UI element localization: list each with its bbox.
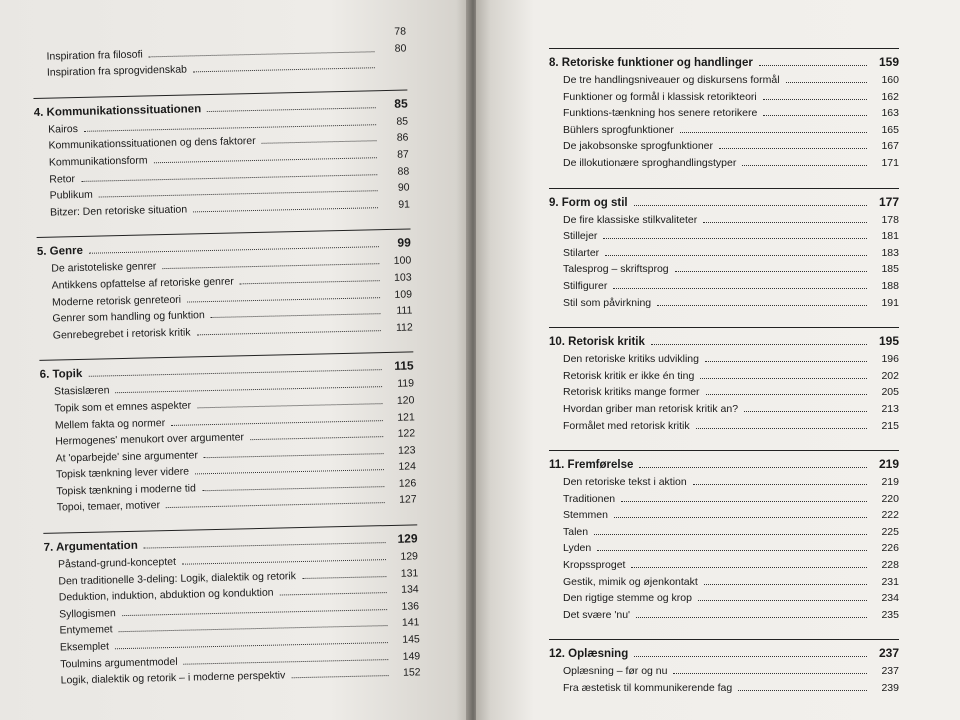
entry-page-number: 202 [881,369,899,382]
dot-leader [250,436,383,440]
entry-page-number: 88 [397,165,410,178]
dot-leader [144,542,386,548]
dot-leader [197,403,382,408]
entry-title: De fire klassiske stilkvaliteter [563,213,698,226]
entry-page-number: 86 [396,131,409,145]
entry-page-number: 235 [881,608,899,621]
entry-title: Stilarter [563,246,600,259]
dot-leader [634,205,867,206]
dot-leader [193,67,375,72]
dot-leader [187,297,380,302]
toc-entry[interactable] [549,370,899,387]
toc-entry[interactable] [549,91,899,108]
entry-page-number: 225 [881,525,899,538]
entry-title: Antikkens opfattelse af retoriske genrer [51,275,234,292]
toc-entry[interactable] [549,592,899,609]
dot-leader [149,51,375,57]
entry-title: Gestik, mimik og øjenkontakt [563,575,698,588]
toc-entry[interactable] [549,476,899,493]
entry-page-number: 215 [881,419,899,432]
entry-title: Talen [563,525,589,538]
dot-leader [89,247,379,255]
toc-chapter-heading[interactable] [549,334,899,353]
toc-entry[interactable] [549,609,899,626]
toc-entry[interactable] [549,542,899,559]
entry-title: Retorisk kritik er ikke én ting [563,369,695,382]
chapter-title: 7. Argumentation [43,539,138,554]
toc-entry[interactable] [549,576,899,593]
toc-section-s9 [549,188,899,314]
toc-entry[interactable] [549,263,899,280]
entry-title: Publikum [49,188,93,202]
entry-page-number: 127 [399,493,417,507]
entry-page-number: 219 [881,476,899,489]
toc-entry[interactable] [549,665,899,682]
toc-section-s11 [549,450,899,625]
entry-title: Talesprog – skriftsprog [563,263,669,276]
entry-page-number: 222 [881,509,899,522]
toc-chapter-heading[interactable] [549,195,899,214]
entry-title: Logik, dialektik og retorik – i moderne perspektiv [60,669,286,687]
dot-leader [673,673,867,674]
entry-page-number: 239 [881,682,899,695]
dot-leader [280,592,387,595]
entry-page-number: 165 [881,123,899,136]
toc-entry[interactable] [549,124,899,141]
entry-title: Kropssproget [563,559,626,572]
entry-title: Topisk tænkning lever videre [55,465,190,481]
chapter-page-number: 85 [394,96,408,111]
entry-title: Mellem fakta og normer [54,416,166,432]
entry-page-number: 226 [881,542,899,555]
dot-leader [703,222,867,223]
entry-title: Oplæsning – før og nu [563,665,668,678]
entry-title: Eksemplet [59,640,110,654]
chapter-page-number: 195 [878,334,899,349]
entry-title: De illokutionære sproghandlingstyper [563,156,737,169]
dot-leader [154,157,377,163]
toc-entry[interactable] [549,74,899,91]
dot-leader [207,107,376,112]
entry-page-number: 237 [881,665,899,678]
entry-page-number: 191 [881,296,899,309]
entry-title: Stil som påvirkning [563,296,652,309]
dot-leader [52,35,374,42]
entry-title: Traditionen [563,492,616,505]
dot-leader [195,469,384,474]
entry-page-number: 231 [881,575,899,588]
dot-leader [122,609,387,616]
entry-title: Påstand-grund-konceptet [57,555,177,571]
entry-page-number: 134 [401,583,419,597]
entry-page-number: 220 [881,492,899,505]
entry-title: Fra æstetisk til kommunikerende fag [563,682,733,695]
toc-entry[interactable] [549,420,899,437]
entry-title: Stasislæren [53,384,110,398]
dot-leader [706,394,867,395]
entry-page-number: 111 [396,304,413,317]
dot-leader [262,141,377,145]
entry-page-number: 145 [402,633,420,646]
chapter-title: 10. Retorisk kritik [549,336,645,349]
toc-section-s6 [39,352,417,519]
dot-leader [116,386,383,393]
entry-page-number: 136 [401,600,420,613]
entry-page-number: 80 [394,42,407,55]
dot-leader [705,361,867,362]
entry-page-number: 122 [397,427,416,440]
dot-leader [204,453,384,458]
chapter-title: 6. Topik [39,368,83,382]
toc-section-s12 [549,639,899,698]
entry-title: Retorisk kritiks mange former [563,386,700,399]
entry-page-number: 129 [400,550,419,563]
entry-title: Genrebegrebet i retorisk kritik [52,326,191,342]
chapter-title: 12. Oplæsning [549,648,629,661]
entry-page-number: 171 [881,156,899,169]
dot-leader [597,550,867,551]
entry-page-number: 87 [397,148,409,161]
entry-title: Topik som et emnes aspekter [54,399,192,415]
entry-page-number: 121 [397,410,415,424]
entry-page-number: 149 [402,649,421,663]
dot-leader [182,559,386,565]
chapter-page-number: 129 [397,531,418,546]
dot-leader [738,690,867,691]
toc-chapter-heading[interactable] [549,646,899,665]
dot-leader [719,148,867,149]
entry-page-number: 178 [881,213,899,226]
left-page [0,0,470,720]
entry-title: At 'oparbejde' sine argumenter [55,449,199,465]
entry-title: Topisk tænkning i moderne tid [56,482,196,498]
entry-title: Bühlers sprogfunktioner [563,123,674,136]
entry-page-number: 124 [398,460,417,474]
entry-title: Lyden [563,542,592,555]
toc-entry[interactable] [549,559,899,576]
toc-entry[interactable] [549,682,899,699]
toc-chapter-heading[interactable] [549,457,899,476]
dot-leader [603,238,867,239]
dot-leader [763,99,867,100]
toc-entry[interactable] [549,526,899,543]
entry-title: Genrer som handling og funktion [52,309,205,325]
dot-leader [81,174,377,182]
entry-title: Den traditionelle 3-deling: Logik, dialektik og retorik [58,569,297,588]
toc-right-column [549,48,899,699]
entry-title: Inspiration fra sprogvidenskab [46,63,188,79]
dot-leader [698,600,867,601]
entry-title: Funktioner og formål i klassisk retorikteori [563,90,757,103]
chapter-title: 11. Fremførelse [549,459,634,472]
toc-entry[interactable] [549,297,899,314]
toc-entry[interactable] [549,214,899,231]
dot-leader [786,82,867,83]
entry-page-number: 123 [397,444,416,457]
entry-page-number: 126 [398,477,417,490]
dot-leader [88,369,381,377]
entry-title: Den rigtige stemme og krop [563,592,692,605]
entry-page-number: 163 [881,107,899,120]
dot-leader [759,65,867,66]
entry-title: Den retoriske kritiks udvikling [563,353,699,366]
dot-leader [675,271,867,272]
dot-leader [744,411,867,412]
entry-title: Stillejer [563,230,598,243]
dot-leader [763,115,867,116]
toc-entry[interactable] [549,386,899,403]
entry-title: Det svære 'nu' [563,608,631,621]
entry-page-number: 91 [398,198,411,211]
entry-title: Hvordan griber man retorisk kritik an? [563,402,739,415]
entry-title: Kommunikationsform [48,154,148,169]
entry-title: Kommunikationssituationen og dens faktorer [48,135,256,153]
dot-leader [166,503,385,509]
entry-page-number: 85 [396,115,409,128]
entry-page-number: 162 [881,90,899,103]
chapter-page-number: 99 [397,235,411,251]
entry-page-number: 100 [393,254,412,268]
dot-leader [594,534,867,535]
toc-entry[interactable] [549,107,899,124]
entry-title: Stemmen [563,509,608,522]
entry-page-number: 78 [394,25,407,38]
dot-leader [184,659,389,665]
entry-title: Kairos [48,122,79,136]
chapter-page-number: 219 [878,457,899,472]
entry-page-number: 90 [397,181,410,194]
toc-entry[interactable] [549,157,899,174]
toc-entry[interactable] [549,509,899,526]
chapter-title: 4. Kommunikationssituationen [33,102,202,119]
entry-page-number: 112 [395,321,413,334]
toc-entry[interactable] [549,140,899,157]
dot-leader [291,675,388,678]
chapter-page-number: 177 [878,194,899,209]
toc-entry[interactable] [549,403,899,420]
chapter-title: 8. Retoriske funktioner og handlinger [549,57,753,69]
dot-leader [621,501,867,502]
dot-leader [202,486,384,491]
toc-entry[interactable] [549,493,899,510]
dot-leader [99,190,378,197]
dot-leader [302,576,386,579]
entry-page-number: 141 [401,616,420,630]
dot-leader [171,420,383,426]
entry-title: Stilfigurer [563,279,608,292]
right-page [476,0,960,720]
toc-section-s10 [549,327,899,436]
entry-page-number: 188 [881,279,899,292]
toc-section-s8 [549,48,899,174]
entry-page-number: 181 [881,230,899,243]
dot-leader [742,165,867,166]
dot-leader [162,264,379,270]
entry-title: Syllogismen [59,607,116,621]
dot-leader [704,584,867,585]
entry-page-number: 160 [881,74,899,86]
toc-entry[interactable] [549,280,899,297]
toc-section-s7 [43,524,421,691]
toc-chapter-heading[interactable] [549,55,899,74]
dot-leader [605,255,867,256]
entry-page-number: 183 [881,246,899,259]
entry-title: Moderne retorisk genreteori [51,293,182,309]
entry-page-number: 185 [881,263,899,276]
dot-leader [119,626,388,633]
entry-title: Toulmins argumentmodel [60,655,178,671]
entry-title: De aristoteliske genrer [51,260,157,275]
entry-page-number: 131 [400,567,419,580]
toc-section-s5 [37,229,413,346]
entry-page-number: 103 [393,271,412,284]
dot-leader [614,517,867,518]
entry-page-number [381,68,407,69]
chapter-page-number: 159 [878,55,899,69]
dot-leader [696,428,867,429]
dot-leader [639,467,867,468]
toc-section-s3 [32,26,407,84]
dot-leader [197,330,381,335]
dot-leader [115,642,388,649]
dot-leader [240,280,380,284]
dot-leader [700,378,867,379]
entry-title: Inspiration fra filosofi [46,48,143,63]
toc-entry[interactable] [549,230,899,247]
entry-page-number: 120 [396,394,415,407]
dot-leader [631,567,867,568]
entry-title: Formålet med retorisk kritik [563,419,690,432]
entry-title: Retor [49,172,76,186]
dot-leader [680,132,867,133]
chapter-title: 5. Genre [36,245,84,259]
dot-leader [693,484,867,485]
dot-leader [613,288,867,289]
entry-title: Deduktion, induktion, abduktion og konduktion [58,586,274,604]
entry-page-number: 234 [881,592,899,605]
entry-page-number: 205 [881,386,899,399]
dot-leader [636,617,867,618]
dot-leader [634,656,867,657]
chapter-page-number: 237 [878,646,899,661]
entry-title: Entymemet [59,623,113,637]
toc-entry[interactable] [549,353,899,370]
dot-leader [657,305,867,306]
toc-entry[interactable] [549,247,899,264]
dot-leader [193,207,378,212]
entry-page-number: 152 [402,666,421,679]
entry-page-number: 196 [881,353,899,366]
dot-leader [651,344,867,345]
toc-section-s4 [33,89,410,223]
entry-title: Bitzer: Den retoriske situation [49,203,188,219]
entry-page-number: 167 [881,140,899,153]
entry-page-number: 213 [881,402,899,415]
entry-page-number: 119 [397,377,415,391]
dot-leader [211,313,381,318]
entry-title: Topoi, temaer, motiver [56,499,161,515]
entry-title: Den retoriske tekst i aktion [563,476,687,489]
entry-title: Funktions-tænkning hos senere retorikere [563,107,758,120]
entry-title: De tre handlingsniveauer og diskursens formål [563,74,780,86]
dot-leader [84,124,376,132]
entry-title: De jakobsonske sprogfunktioner [563,140,714,153]
entry-page-number: 228 [881,559,899,572]
chapter-page-number: 115 [394,358,414,374]
entry-page-number: 109 [394,287,413,301]
entry-title: Hermogenes' menukort over argumenter [55,431,245,448]
chapter-title: 9. Form og stil [549,196,628,209]
toc-left-column [32,26,421,692]
